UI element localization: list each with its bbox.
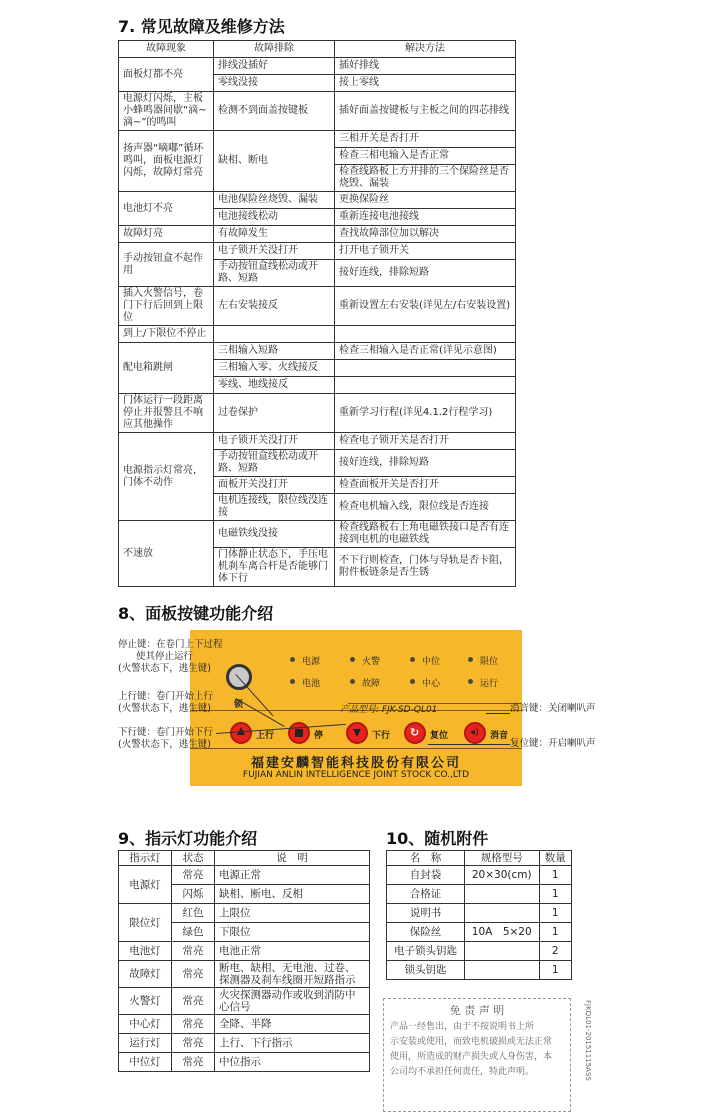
fault-table bbox=[118, 40, 516, 587]
up-label: 上行 bbox=[256, 731, 275, 741]
solution-cell: 检查三相电输入是否正常 bbox=[335, 148, 516, 165]
fault-row bbox=[119, 521, 516, 548]
stop-button[interactable] bbox=[288, 722, 310, 744]
accessory-row bbox=[387, 885, 572, 904]
indicator-name-cell: 电源灯 bbox=[119, 866, 172, 904]
indicator-desc-cell: 中位指示 bbox=[215, 1053, 370, 1072]
indicator-desc-cell: 上行、下行指示 bbox=[215, 1034, 370, 1053]
accessory-header-cell: 规格型号 bbox=[464, 851, 539, 866]
accessory-header-cell: 数量 bbox=[539, 851, 571, 866]
fault-row bbox=[119, 243, 516, 260]
fault-header-cell: 故障排除 bbox=[214, 41, 335, 58]
fault-row bbox=[119, 326, 516, 343]
fault-row bbox=[119, 192, 516, 209]
accessory-row bbox=[387, 904, 572, 923]
accessory-cell: 2 bbox=[539, 942, 571, 961]
indicator-state-cell: 绿色 bbox=[172, 923, 215, 942]
accessory-cell: 1 bbox=[539, 923, 571, 942]
indicator-state-cell: 常亮 bbox=[172, 988, 215, 1015]
indicator-name-cell: 运行灯 bbox=[119, 1034, 172, 1053]
indicator-header-cell: 状态 bbox=[172, 851, 215, 866]
accessory-cell bbox=[464, 961, 539, 980]
disclaimer-line: 产品一经售出，由于不按说明书上所 bbox=[390, 1022, 535, 1032]
symptom-cell: 配电箱跳闸 bbox=[119, 343, 214, 394]
accessory-row bbox=[387, 942, 572, 961]
section10-title: 10、随机附件 bbox=[386, 829, 489, 848]
indicator-header-cell: 说 明 bbox=[215, 851, 370, 866]
indicator-name-cell: 电池灯 bbox=[119, 942, 172, 961]
accessory-cell: 电子锁头钥匙 bbox=[387, 942, 465, 961]
symptom-cell: 不速放 bbox=[119, 521, 214, 587]
solution-cell: 接好连线，排除短路 bbox=[335, 260, 516, 287]
stop-label: 停 bbox=[314, 731, 324, 741]
indicator-state-cell: 常亮 bbox=[172, 866, 215, 885]
fault-row bbox=[119, 433, 516, 450]
fault-header-cell: 解决方法 bbox=[335, 41, 516, 58]
indicator-name-cell: 故障灯 bbox=[119, 961, 172, 988]
disclaimer-title: 免 责 声 明 bbox=[449, 1004, 505, 1017]
model-label: 产品型号: FJK-SD-QL01 bbox=[340, 705, 438, 715]
indicator-state-cell: 常亮 bbox=[172, 1034, 215, 1053]
symptom-cell: 手动按钮盒不起作用 bbox=[119, 243, 214, 287]
indicator-state-cell: 红色 bbox=[172, 904, 215, 923]
cause-cell: 检测不到面盖按键板 bbox=[214, 92, 335, 131]
lock-label: 锁 bbox=[234, 700, 244, 710]
indicator-row bbox=[119, 904, 370, 923]
indicator-label: 故障 bbox=[362, 679, 381, 689]
solution-cell: 接好连线，排除短路 bbox=[335, 450, 516, 477]
indicator-light-icon bbox=[410, 679, 415, 684]
indicator-row bbox=[119, 866, 370, 885]
symptom-cell: 到上/下限位不停止 bbox=[119, 326, 214, 343]
indicator-label: 限位 bbox=[480, 657, 499, 667]
fault-header-row bbox=[119, 41, 516, 58]
cause-cell: 电子锁开关没打开 bbox=[214, 243, 335, 260]
indicator-state-cell: 常亮 bbox=[172, 1015, 215, 1034]
cause-cell: 电池保险丝烧毁、漏装 bbox=[214, 192, 335, 209]
indicator-header-cell: 指示灯 bbox=[119, 851, 172, 866]
company-en: FUJIAN ANLIN INTELLIGENCE JOINT STOCK CO.,LTD bbox=[242, 770, 470, 780]
indicator-row bbox=[119, 942, 370, 961]
accessory-cell: 保险丝 bbox=[387, 923, 465, 942]
cause-cell: 左右安装接反 bbox=[214, 287, 335, 326]
company-cn: 福建安麟智能科技股份有限公司 bbox=[250, 756, 461, 771]
indicator-desc-cell: 上限位 bbox=[215, 904, 370, 923]
indicator-state-cell: 常亮 bbox=[172, 961, 215, 988]
solution-cell: 重新学习行程(详见4.1.2行程学习) bbox=[335, 394, 516, 433]
accessory-row bbox=[387, 923, 572, 942]
symptom-cell: 电源灯闪烁，主板小蜂鸣器间歇“滴~滴~”的鸣叫 bbox=[119, 92, 214, 131]
solution-cell: 不下行则检查，门体与导轨是否卡阻，附件板链条是否生锈 bbox=[335, 548, 516, 587]
mute-annotation: 消音键：关闭喇叭声 bbox=[510, 703, 596, 714]
indicator-row bbox=[119, 1034, 370, 1053]
mute-label: 消音 bbox=[490, 731, 509, 741]
solution-cell bbox=[335, 326, 516, 343]
symptom-cell: 插入火警信号，卷门下行后回到上限位 bbox=[119, 287, 214, 326]
down-button[interactable] bbox=[346, 722, 368, 744]
indicator-light-icon bbox=[468, 679, 473, 684]
indicator-desc-cell: 下限位 bbox=[215, 923, 370, 942]
indicator-name-cell: 中位灯 bbox=[119, 1053, 172, 1072]
indicator-light-icon bbox=[350, 657, 355, 662]
reset-label: 复位 bbox=[430, 731, 449, 741]
down-label: 下行 bbox=[372, 731, 391, 741]
accessory-cell: 说明书 bbox=[387, 904, 465, 923]
fault-header-cell: 故障现象 bbox=[119, 41, 214, 58]
fault-row bbox=[119, 394, 516, 433]
indicator-state-cell: 常亮 bbox=[172, 942, 215, 961]
cause-cell: 电池接线松动 bbox=[214, 209, 335, 226]
solution-cell: 更换保险丝 bbox=[335, 192, 516, 209]
solution-cell: 检查电机输入线，限位线是否连接 bbox=[335, 494, 516, 521]
solution-cell bbox=[335, 360, 516, 377]
up-button[interactable] bbox=[230, 722, 252, 744]
cause-cell: 门体静止状态下，手压电机刹车离合杆是否能够门体下行 bbox=[214, 548, 335, 587]
fault-row bbox=[119, 131, 516, 148]
indicator-row bbox=[119, 1053, 370, 1072]
disclaimer-line: 示安装或使用，而致电机破损或无法正常 bbox=[390, 1037, 553, 1047]
indicator-desc-cell: 全降、半降 bbox=[215, 1015, 370, 1034]
cause-cell: 有故障发生 bbox=[214, 226, 335, 243]
indicator-desc-cell: 断电、缺相、无电池、过卷、探测器及刹车线圈开短路指示 bbox=[215, 961, 370, 988]
fault-row bbox=[119, 343, 516, 360]
section7-title: 7. 常见故障及维修方法 bbox=[118, 17, 285, 36]
solution-cell: 查找故障部位加以解决 bbox=[335, 226, 516, 243]
indicator-label: 中心 bbox=[422, 679, 441, 689]
accessory-cell: 1 bbox=[539, 866, 571, 885]
cause-cell: 手动按钮盒线松动或开路、短路 bbox=[214, 260, 335, 287]
indicator-name-cell: 火警灯 bbox=[119, 988, 172, 1015]
indicator-label: 中位 bbox=[422, 657, 441, 667]
accessory-cell: 1 bbox=[539, 885, 571, 904]
accessory-cell: 20×30(cm) bbox=[464, 866, 539, 885]
indicator-state-cell: 常亮 bbox=[172, 1053, 215, 1072]
indicator-desc-cell: 电源正常 bbox=[215, 866, 370, 885]
accessory-cell: 自封袋 bbox=[387, 866, 465, 885]
solution-cell: 重新设置左右安装(详见左/右安装设置) bbox=[335, 287, 516, 326]
indicator-desc-cell: 缺相、断电、反相 bbox=[215, 885, 370, 904]
stop-annotation: 停止键：在卷门上下过程 使其停止运行 (火警状态下，逃生键) bbox=[118, 639, 223, 674]
solution-cell: 检查线路板上方并排的三个保险丝是否烧毁、漏装 bbox=[335, 165, 516, 192]
cause-cell: 三相输入短路 bbox=[214, 343, 335, 360]
fault-row bbox=[119, 226, 516, 243]
symptom-cell: 门体运行一段距离停止并报警且不响应其他操作 bbox=[119, 394, 214, 433]
symptom-cell: 面板灯都不亮 bbox=[119, 58, 214, 92]
symptom-cell: 电源指示灯常亮，门体不动作 bbox=[119, 433, 214, 521]
cause-cell: 电机连接线，限位线没连接 bbox=[214, 494, 335, 521]
indicator-light-icon bbox=[410, 657, 415, 662]
solution-cell: 检查线路板右上角电磁铁接口是否有连接到电机的电磁铁线 bbox=[335, 521, 516, 548]
symptom-cell: 电池灯不亮 bbox=[119, 192, 214, 226]
accessory-cell bbox=[464, 904, 539, 923]
reset-button[interactable]: ↻ bbox=[404, 722, 426, 744]
accessory-row bbox=[387, 866, 572, 885]
cause-cell: 缺相、断电 bbox=[214, 131, 335, 192]
accessory-table bbox=[386, 850, 572, 980]
indicator-label: 电源 bbox=[302, 657, 321, 667]
indicator-light-icon bbox=[468, 657, 473, 662]
solution-cell: 三相开关是否打开 bbox=[335, 131, 516, 148]
solution-cell: 检查面板开关是否打开 bbox=[335, 477, 516, 494]
cause-cell: 电子锁开关没打开 bbox=[214, 433, 335, 450]
solution-cell bbox=[335, 377, 516, 394]
cause-cell: 零线、地线接反 bbox=[214, 377, 335, 394]
up-annotation: 上行键：卷门开始上行 (火警状态下，逃生键) bbox=[118, 691, 214, 714]
solution-cell: 打开电子锁开关 bbox=[335, 243, 516, 260]
cause-cell: 过卷保护 bbox=[214, 394, 335, 433]
indicator-desc-cell: 火灾探测器动作或收到消防中心信号 bbox=[215, 988, 370, 1015]
cause-cell: 排线没插好 bbox=[214, 58, 335, 75]
accessory-cell: 1 bbox=[539, 961, 571, 980]
cause-cell: 面板开关没打开 bbox=[214, 477, 335, 494]
accessory-row bbox=[387, 961, 572, 980]
fault-row bbox=[119, 287, 516, 326]
accessory-header-row bbox=[387, 851, 572, 866]
indicator-label: 电池 bbox=[302, 679, 321, 689]
accessory-cell bbox=[464, 885, 539, 904]
cause-cell bbox=[214, 326, 335, 343]
solution-cell: 重新连接电池接线 bbox=[335, 209, 516, 226]
indicator-name-cell: 限位灯 bbox=[119, 904, 172, 942]
section9-title: 9、指示灯功能介绍 bbox=[118, 829, 258, 848]
symptom-cell: 扬声器“嘀嘟”循环鸣叫，面板电源灯闪烁，故障灯常亮 bbox=[119, 131, 214, 192]
control-panel bbox=[190, 630, 522, 786]
section8-title: 8、面板按键功能介绍 bbox=[118, 604, 274, 623]
disclaimer-line: 使用，所造成的财产损失或人身伤害，本 bbox=[390, 1052, 553, 1062]
indicator-row bbox=[119, 961, 370, 988]
solution-cell: 插好排线 bbox=[335, 58, 516, 75]
accessory-cell: 合格证 bbox=[387, 885, 465, 904]
indicator-header-row bbox=[119, 851, 370, 866]
indicator-name-cell: 中心灯 bbox=[119, 1015, 172, 1034]
indicator-light-icon bbox=[290, 657, 295, 662]
doc-code: FJKQL01-20151115ASS bbox=[584, 1000, 592, 1081]
cause-cell: 零线没接 bbox=[214, 75, 335, 92]
indicator-table bbox=[118, 850, 370, 1072]
fault-row bbox=[119, 58, 516, 75]
accessory-cell: 10A 5×20 bbox=[464, 923, 539, 942]
accessory-header-cell: 名 称 bbox=[387, 851, 465, 866]
mute-button[interactable]: ◂) bbox=[464, 722, 486, 744]
reset-annotation: 复位键：开启喇叭声 bbox=[510, 738, 596, 749]
cause-cell: 电磁铁线没接 bbox=[214, 521, 335, 548]
cause-cell: 手动按钮盒线松动或开路、短路 bbox=[214, 450, 335, 477]
solution-cell: 检查三相输入是否正常(详见示意图) bbox=[335, 343, 516, 360]
disclaimer-line: 公司均不承担任何责任，特此声明。 bbox=[390, 1067, 535, 1077]
indicator-label: 火警 bbox=[362, 657, 381, 667]
indicator-row bbox=[119, 988, 370, 1015]
solution-cell: 检查电子锁开关是否打开 bbox=[335, 433, 516, 450]
fault-row bbox=[119, 92, 516, 131]
solution-cell: 插好面盖按键板与主板之间的四芯排线 bbox=[335, 92, 516, 131]
down-annotation: 下行键：卷门开始下行 (火警状态下，逃生键) bbox=[118, 727, 214, 750]
indicator-desc-cell: 电池正常 bbox=[215, 942, 370, 961]
indicator-label: 运行 bbox=[480, 679, 499, 689]
accessory-cell: 锁头钥匙 bbox=[387, 961, 465, 980]
accessory-cell bbox=[464, 942, 539, 961]
symptom-cell: 故障灯亮 bbox=[119, 226, 214, 243]
indicator-state-cell: 闪烁 bbox=[172, 885, 215, 904]
indicator-light-icon bbox=[290, 679, 295, 684]
indicator-row bbox=[119, 1015, 370, 1034]
indicator-light-icon bbox=[350, 679, 355, 684]
cause-cell: 三相输入零、火线接反 bbox=[214, 360, 335, 377]
solution-cell: 接上零线 bbox=[335, 75, 516, 92]
accessory-cell: 1 bbox=[539, 904, 571, 923]
disclaimer-box bbox=[383, 998, 571, 1112]
